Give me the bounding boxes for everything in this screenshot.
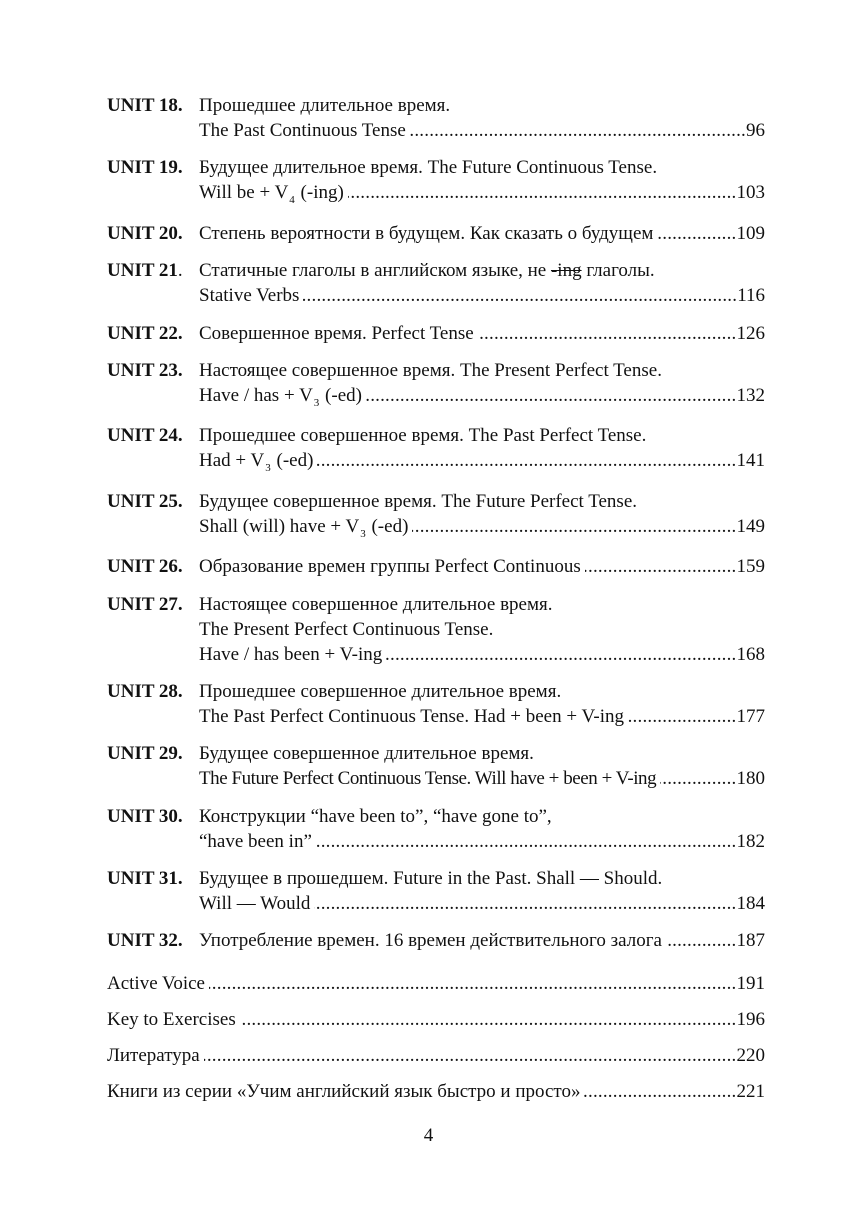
page-ref: 184 [736, 893, 765, 915]
unit-label-text: UNIT 21 [107, 260, 178, 282]
leader-dots [316, 829, 737, 854]
subscript: 4 [289, 194, 295, 207]
toc-entry [107, 155, 765, 208]
toc-line [199, 891, 765, 916]
unit-label [107, 221, 199, 246]
unit-label-text: UNIT 19. [107, 157, 183, 179]
unit-label [107, 423, 199, 476]
toc-line-text: Конструкции “have been to”, “have gone to”, [199, 805, 552, 827]
toc-line [199, 829, 765, 854]
unit-label [107, 93, 199, 143]
leader-dots [317, 448, 736, 476]
text-part: Статичные глаголы в английском языке, не [199, 260, 551, 282]
text-part: Have / has + V [199, 384, 313, 406]
toc-line-text: Будущее длительное время. The Future Continuous Tense. [199, 157, 658, 179]
toc-line [199, 423, 765, 448]
unit-label-suffix: . [177, 260, 183, 282]
unit-title [199, 741, 765, 791]
appendix-title: Литература [107, 1044, 200, 1066]
subscript: 3 [360, 527, 366, 540]
page-ref: 182 [736, 830, 765, 852]
unit-label-text: UNIT 27. [107, 593, 183, 615]
appendix-title: Книги из серии «Учим английский язык быстро и просто» [107, 1080, 581, 1102]
unit-title [199, 804, 765, 854]
toc-entry [107, 679, 765, 729]
unit-label [107, 554, 199, 579]
page-ref: 177 [736, 705, 765, 727]
toc-entry [107, 321, 765, 346]
text-part: глаголы. [581, 260, 655, 282]
appendix-entry [107, 971, 765, 996]
toc-entry [107, 554, 765, 579]
unit-label [107, 321, 199, 346]
toc-line-text: Stative Verbs [199, 285, 300, 307]
leader-dots [660, 766, 736, 791]
toc-line [199, 258, 765, 283]
unit-title [199, 554, 765, 579]
toc-line [199, 358, 765, 383]
unit-title [199, 928, 765, 953]
page-ref: 180 [736, 768, 765, 790]
toc-line-text: Прошедшее совершенное длительное время. [199, 680, 562, 702]
toc-line-text [199, 180, 344, 208]
appendix-entry [107, 1043, 765, 1068]
unit-label-text: UNIT 20. [107, 222, 183, 244]
unit-label [107, 155, 199, 208]
unit-label-text: UNIT 32. [107, 930, 183, 952]
leader-dots [314, 891, 736, 916]
unit-label-text: UNIT 30. [107, 805, 183, 827]
text-part: (-ed) [366, 515, 409, 537]
toc-line [199, 155, 765, 180]
text-part: Had + V [199, 450, 265, 472]
toc-line-text: “have been in” [199, 830, 312, 852]
toc-line [199, 180, 765, 208]
toc-line [199, 221, 765, 246]
page-ref: 187 [736, 930, 765, 952]
unit-title [199, 358, 765, 411]
leader-dots [348, 180, 737, 208]
toc-entry [107, 358, 765, 411]
page-ref: 109 [736, 222, 765, 244]
toc-line-text [199, 383, 362, 411]
toc-line [199, 554, 765, 579]
toc-line-text: Будущее совершенное время. The Future Perfect Tense. [199, 490, 638, 512]
toc-entry [107, 93, 765, 143]
page-ref: 141 [736, 450, 765, 472]
leader-dots [366, 383, 737, 411]
toc-entry [107, 866, 765, 916]
toc-line-text: Степень вероятности в будущем. Как сказать о будущем [199, 222, 654, 244]
toc-line-text: Настоящее совершенное длительное время. [199, 593, 553, 615]
toc-line-text: Образование времен группы Perfect Continuous [199, 556, 581, 578]
page-number: 4 [423, 1125, 434, 1146]
toc-line [199, 514, 765, 542]
leader-dots [303, 283, 737, 308]
unit-label [107, 866, 199, 916]
toc-line-text: Совершенное время. Perfect Tense [199, 322, 474, 344]
unit-title [199, 679, 765, 729]
page-ref: 103 [736, 182, 765, 204]
leader-dots [584, 1079, 736, 1104]
toc-line [199, 741, 765, 766]
unit-label-text: UNIT 24. [107, 425, 183, 447]
toc-line-text: The Past Perfect Continuous Tense. Had + been + V-ing [199, 705, 625, 727]
text-part: (-ing) [295, 182, 344, 204]
toc-entry [107, 928, 765, 953]
leader-dots [240, 1007, 737, 1032]
toc-line [199, 804, 765, 829]
unit-label [107, 358, 199, 411]
toc-line-text: The Future Perfect Continuous Tense. Will have + been + V-ing [199, 768, 657, 790]
toc-line-text [199, 258, 655, 283]
appendix-title: Key to Exercises [107, 1008, 236, 1030]
unit-label-text: UNIT 29. [107, 743, 183, 765]
text-part: Shall (will) have + V [199, 515, 360, 537]
toc-entry [107, 804, 765, 854]
toc-line-text: Будущее в прошедшем. Future in the Past. Shall — Should. [199, 868, 663, 890]
toc-line-text: Will — Would [199, 893, 311, 915]
unit-label-text: UNIT 18. [107, 95, 183, 116]
unit-label [107, 258, 199, 308]
page-ref: 126 [736, 322, 765, 344]
text-part: (-ed) [320, 384, 362, 406]
toc-line-text: The Present Perfect Continuous Tense. [199, 618, 494, 640]
toc-line [199, 866, 765, 891]
leader-dots [209, 971, 737, 996]
toc-entry [107, 489, 765, 542]
leader-dots [386, 642, 736, 667]
page-ref: 191 [736, 972, 765, 994]
leader-dots [666, 928, 737, 953]
toc-line [199, 118, 765, 143]
leader-dots [628, 704, 736, 729]
unit-label [107, 804, 199, 854]
unit-label-text: UNIT 25. [107, 490, 183, 512]
toc-entry [107, 258, 765, 308]
leader-dots [657, 221, 736, 246]
toc-line-text: The Past Continuous Tense [199, 120, 406, 141]
appendix-title: Active Voice [107, 972, 205, 994]
page-ref: 116 [737, 285, 765, 307]
page-ref: 132 [736, 384, 765, 406]
unit-label [107, 592, 199, 667]
toc-entry [107, 221, 765, 246]
toc-line-text: Будущее совершенное длительное время. [199, 743, 534, 765]
page-ref: 168 [736, 643, 765, 665]
unit-title [199, 221, 765, 246]
toc-line-text: Have / has been + V-ing [199, 643, 383, 665]
text-part: Will be + V [199, 182, 289, 204]
unit-label [107, 489, 199, 542]
toc-line [199, 704, 765, 729]
appendix-entry [107, 1007, 765, 1032]
toc-line [199, 489, 765, 514]
unit-title [199, 321, 765, 346]
leader-dots [410, 118, 746, 143]
unit-title [199, 592, 765, 667]
unit-label-text: UNIT 22. [107, 322, 183, 344]
unit-label [107, 679, 199, 729]
toc-line [199, 448, 765, 476]
page-ref: 96 [746, 120, 765, 141]
unit-title [199, 423, 765, 476]
toc-line [199, 766, 765, 791]
leader-dots [478, 321, 737, 346]
toc-line-text: Настоящее совершенное время. The Present Perfect Tense. [199, 359, 662, 381]
toc-line-text: Употребление времен. 16 времен действительного залога [199, 930, 662, 952]
unit-label-text: UNIT 26. [107, 556, 183, 578]
toc-line [199, 383, 765, 411]
page-ref: 159 [736, 556, 765, 578]
table-of-contents [107, 93, 765, 1115]
leader-dots [204, 1043, 737, 1068]
toc-line [199, 642, 765, 667]
unit-label-text: UNIT 31. [107, 868, 183, 890]
toc-line [199, 93, 765, 118]
toc-line [199, 928, 765, 953]
unit-label [107, 928, 199, 953]
unit-title [199, 489, 765, 542]
page-ref: 221 [736, 1080, 765, 1102]
unit-label [107, 741, 199, 791]
toc-entry [107, 592, 765, 667]
toc-entry [107, 741, 765, 791]
struck-text: -ing [550, 260, 582, 282]
toc-line-text: Прошедшее длительное время. [199, 95, 451, 116]
page-ref: 220 [736, 1044, 765, 1066]
toc-line-text [199, 514, 408, 542]
text-part: (-ed) [271, 450, 314, 472]
toc-line [199, 679, 765, 704]
toc-line [199, 321, 765, 346]
leader-dots [585, 554, 737, 579]
unit-title [199, 258, 765, 308]
subscript: 3 [265, 462, 271, 475]
subscript: 3 [313, 396, 320, 409]
toc-line [199, 617, 765, 642]
toc-line [199, 283, 765, 308]
unit-title [199, 93, 765, 143]
unit-label-text: UNIT 28. [107, 680, 183, 702]
page-ref: 149 [736, 515, 765, 537]
toc-line-text [199, 448, 313, 476]
toc-line-text: Прошедшее совершенное время. The Past Perfect Tense. [199, 425, 647, 447]
unit-label-text: UNIT 23. [107, 359, 183, 381]
page-ref: 196 [736, 1008, 765, 1030]
toc-entry [107, 423, 765, 476]
toc-line [199, 592, 765, 617]
unit-title [199, 866, 765, 916]
unit-title [199, 155, 765, 208]
appendix-entry [107, 1079, 765, 1104]
leader-dots [412, 514, 736, 542]
